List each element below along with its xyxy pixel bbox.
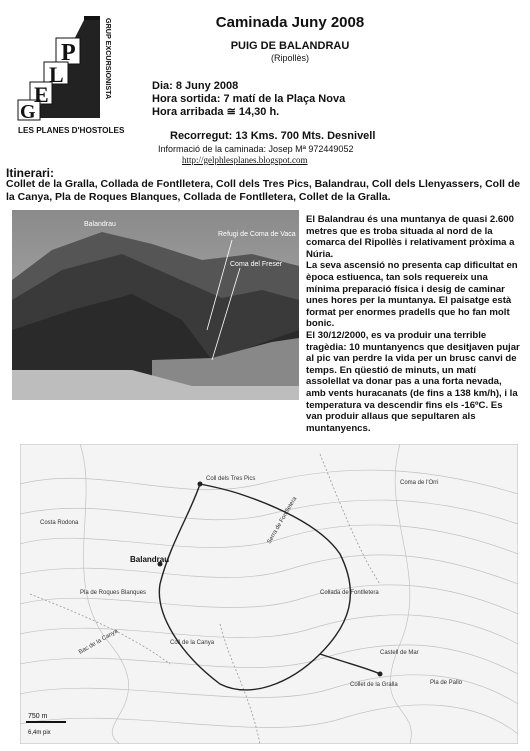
- region-name: (Ripollès): [270, 53, 309, 63]
- map-scale-sub: 6,4m pix: [28, 730, 51, 736]
- map-label-coll-canya: Coll de la Canya: [170, 640, 215, 646]
- trip-departure: Hora sortida: 7 matí de la Plaça Nova: [152, 93, 346, 105]
- description-paragraph: El Balandrau és una muntanya de quasi 2.600 metres que es troba situada al nord de la comarca del Ripollès i relativament pròxima a Núria.: [306, 214, 515, 260]
- description-paragraph: La seva ascensió no presenta cap dificultat en època estiuenca, tan sols requereix una mínima preparació física i desig de caminar unes hores per la muntanya. El paisatge està format per enormes pradells que ho fan molt bonic.: [306, 260, 518, 330]
- map-label-costa-rodona: Costa Rodona: [40, 520, 79, 526]
- photo-label-balandrau: Balandrau: [84, 221, 116, 228]
- itinerary-heading: Itinerari:: [6, 166, 55, 180]
- logo-letter-g: G: [20, 101, 36, 123]
- photo-label-coma-freser: Coma del Freser: [230, 261, 283, 268]
- map-label-roques-blanques: Pla de Roques Blanques: [80, 590, 147, 596]
- map-label-serra-fontlletera: Serra de Fontlletera: [266, 496, 299, 545]
- logo-letter-l: L: [49, 62, 64, 87]
- logo-vertical-text: GRUP EXCURSIONISTA: [104, 18, 113, 100]
- logo-letter-p: P: [61, 40, 76, 66]
- trip-info: [152, 80, 345, 119]
- description-paragraph: El 30/12/2000, es va produir una terrible tragèdia: 10 muntanyencs que desitjaven pujar al pic van perdre la vida per un brusc canvi de temps. En qüestió de minuts, un matí assolellat va donar pas a una forta nevada, amb vents huracanats (de fins a 138 km/h), i la temperatura va descendir fins els -16ºC. Es van produir allaus que sepultaren als muntanyencs.: [306, 329, 520, 434]
- logo-letter-e: E: [34, 82, 49, 107]
- route-summary: Recorregut: 13 Kms. 700 Mts. Desnivell: [170, 130, 376, 142]
- map-label-coll-tres-pics: Coll dels Tres Pics: [206, 476, 256, 482]
- page-title: Caminada Juny 2008: [215, 14, 365, 31]
- trip-date: Dia: 8 Juny 2008: [152, 80, 239, 92]
- blog-link[interactable]: http://gelphlesplanes.blogspot.com: [182, 155, 308, 165]
- map-scale-label: 750 m: [28, 713, 48, 720]
- trip-arrival: Hora arribada ≅ 14,30 h.: [152, 106, 280, 118]
- map-label-fontlletera: Collada de Fontlletera: [320, 590, 379, 596]
- map-label-castell-mar: Castell de Mar: [380, 650, 419, 656]
- club-logo: [14, 14, 130, 138]
- topographic-map: [20, 444, 518, 744]
- map-label-pla-pallo: Pla de Pallo: [430, 680, 463, 686]
- itinerary-text: Collet de la Gralla, Collada de Fontlletera, Coll dels Tres Pics, Balandrau, Coll dels Llenyassers, Coll de la Canya, Pla de Roques Blanques, Collada de Fontlletera, Collet de la Gralla.: [6, 178, 521, 203]
- map-label-bac-canya: Bac de la Canya: [78, 628, 120, 656]
- mountain-photo: [12, 210, 299, 400]
- logo-bottom-text: LES PLANES D'HOSTOLES: [18, 126, 125, 135]
- contact-info: Informació de la caminada: Josep Mª 972449052: [158, 144, 354, 154]
- photo-label-refugi: Refugi de Coma de Vaca: [218, 231, 296, 238]
- description: [306, 214, 520, 434]
- map-label-coma-orri: Coma de l'Orri: [400, 480, 439, 486]
- map-label-collet-gralla: Collet de la Gralla: [350, 682, 398, 688]
- map-label-balandrau: Balandrau: [130, 555, 170, 564]
- peak-name: PUIG DE BALANDRAU: [230, 40, 350, 52]
